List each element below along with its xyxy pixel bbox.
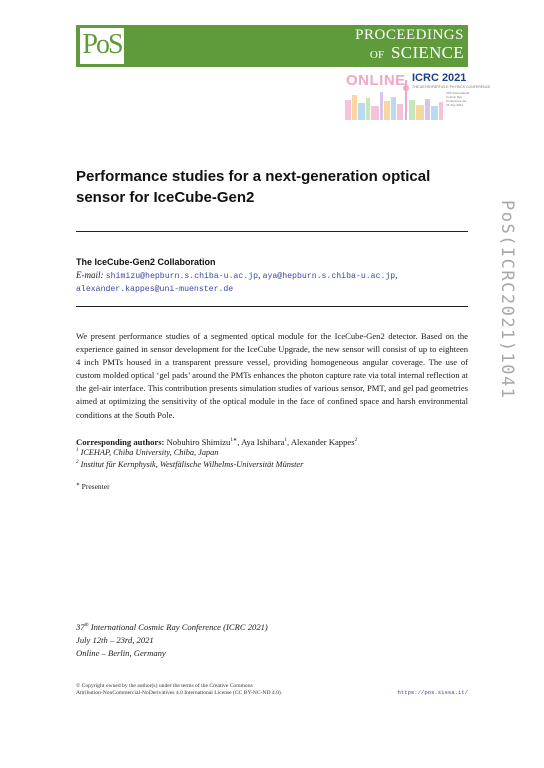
affiliation-1 — [76, 448, 218, 457]
abstract-text: We present performance studies of a segmented optical module for the IceCube-Gen2 detector. Based on the experience gained in sensor development for the IceCube Upgrade, the new sensor will consist of up to eighteen 4 inch PMTs housed in a transparent pressure vessel, providing homogeneous angular coverage. The use of custom molded optical ‘gel pads’ around the PMTs enhances the photon capture rate via total internal reflection at the gel-air interface. This contribution presents simulation studies of various sensor, PMT, and gel pad geometries aimed at optimizing the sensitivity of the optical module in the face of confined space and harsh environmental conditions at the South Pole. — [76, 331, 468, 420]
author-sup: 1 — [284, 437, 287, 444]
conference-name — [76, 622, 268, 632]
banner-proceedings: PROCEEDINGS — [355, 27, 464, 43]
icrc-online-text: ONLINE — [346, 72, 406, 89]
affiliation-text: ICEHAP, Chiba University, Chiba, Japan — [80, 448, 219, 457]
conference-number: 37 — [76, 622, 85, 632]
author-ishihara: Aya Ishihara — [241, 437, 285, 447]
pos-logo: PoS — [82, 29, 122, 60]
watermark-text: PoS(ICRC2021)1041 — [497, 200, 517, 400]
corresponding-authors: Corresponding authors: Nobuhiro Shimizu$^{1∗}$, Aya Ishihara$^1$, Alexander Kappes$^2$ — [76, 437, 358, 447]
email-link-kappes[interactable]: alexander.kappes@uni-muenster.de — [76, 285, 234, 294]
divider-top — [76, 231, 468, 232]
affiliation-number: 1 — [76, 448, 79, 454]
copyright-line-2: Attribution-NonCommercial-NoDerivatives 4.0 International License (CC BY-NC-ND 4.0). — [76, 690, 283, 696]
copyright-line-1: © Copyright owned by the author(s) under the terms of the Creative Commons — [76, 683, 253, 689]
author-sup: 1∗ — [230, 437, 238, 444]
author-shimizu: Nobuhiro Shimizu — [166, 437, 231, 447]
email-link-shimizu[interactable]: shimizu@hepburn.s.chiba-u.ac.jp — [105, 272, 259, 281]
icrc-title: ICRC 2021 — [412, 72, 467, 84]
divider-bottom — [76, 306, 468, 307]
author-kappes: Alexander Kappes — [290, 437, 355, 447]
email-link-aya[interactable]: aya@hepburn.s.chiba-u.ac.jp — [262, 272, 396, 281]
email-separator: , — [258, 270, 261, 280]
conference-number-suffix: th — [84, 622, 89, 629]
collaboration-name: The IceCube-Gen2 Collaboration — [76, 257, 216, 267]
conference-dates: July 12th – 23rd, 2021 — [76, 635, 154, 645]
affiliation-2 — [76, 460, 303, 469]
author-sup: 2 — [354, 437, 358, 444]
email-line-1 — [76, 269, 397, 283]
pos-watermark — [492, 200, 522, 500]
conference-location: Online – Berlin, Germany — [76, 648, 166, 658]
banner-of-science — [330, 43, 464, 65]
presenter-mark: ∗ — [76, 481, 80, 487]
affiliation-text: Institut für Kernphysik, Westfälische Wilhelms-Universität Münster — [80, 460, 304, 469]
conference-title: International Cosmic Ray Conference (ICRC 2021) — [90, 622, 268, 632]
email-line-2 — [76, 282, 233, 296]
email-label: E-mail: — [76, 270, 104, 280]
icrc-details: 37th International Cosmic Ray Conference 12-23 July 2021 — [446, 91, 470, 107]
email-separator: , — [395, 270, 398, 280]
banner-science: SCIENCE — [391, 43, 464, 62]
paper-title: Performance studies for a next-generation optical sensor for IceCube-Gen2 — [76, 168, 431, 206]
pos-url-link[interactable]: https://pos.sissa.it/ — [397, 689, 468, 696]
banner-of: OF — [369, 49, 385, 61]
icrc-subtitle: THE ASTROPARTICLE PHYSICS CONFERENCE — [412, 85, 491, 89]
affiliation-number: 2 — [76, 460, 79, 466]
presenter-note — [76, 482, 110, 491]
authors-label: Corresponding authors: — [76, 437, 165, 447]
presenter-text: Presenter — [81, 482, 110, 491]
